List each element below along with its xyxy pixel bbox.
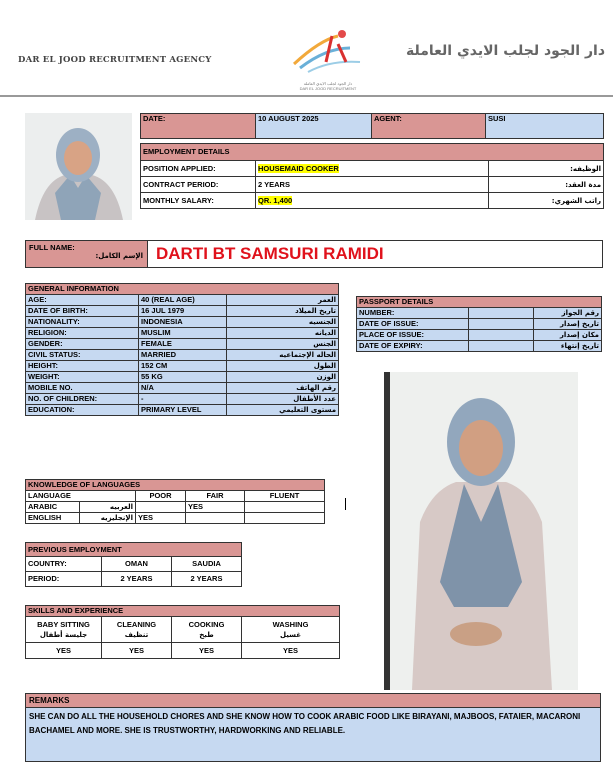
passport-value [469,330,534,341]
skill-header [172,617,242,643]
passport-table [356,296,602,352]
general-info-row [26,361,339,372]
general-info-value: 16 JUL 1979 [139,306,227,317]
general-info-label: DATE OF BIRTH: [26,306,139,317]
lang-col-poor: POOR [136,491,186,502]
general-info-label-ar: الطول [227,361,339,372]
employment-table [140,143,604,209]
agent-value: SUSI [486,114,604,139]
contract-value: 2 YEARS [256,177,489,193]
skills-title: SKILLS AND EXPERIENCE [26,606,340,617]
language-name: ARABIC [26,502,80,513]
portrait-photo-small [25,113,132,220]
general-info-label-ar: عدد الأطفال [227,394,339,405]
general-info-label: EDUCATION: [26,405,139,416]
skill-name: COOKING [188,619,225,629]
remarks-text: SHE CAN DO ALL THE HOUSEHOLD CHORES AND SHE KNOW HOW TO COOK ARABIC FOOD LIKE BIRAYANI, MAJBOOS, FATAIER, MACARONI BACHAMEL AND MORE. SHE IS TRUSTWORTHY, HARDWORKING AND RELIABLE. [26,708,600,761]
passport-value [469,341,534,352]
language-poor [136,502,186,513]
general-info-value: - [139,394,227,405]
skills-table [25,605,340,659]
full-name-label-box [26,241,148,267]
skill-name-ar: طبخ [199,630,214,639]
general-info-value: PRIMARY LEVEL [139,405,227,416]
general-info-row [26,383,339,394]
logo-text-en: DAR EL JOOD RECRUITMENT [299,86,357,91]
general-info-row [26,394,339,405]
language-fair: YES [186,502,245,513]
general-info-label: CIVIL STATUS: [26,350,139,361]
country-value: OMAN [102,557,172,572]
general-info-value: INDONESIA [139,317,227,328]
lang-col-fair: FAIR [186,491,245,502]
position-cell [256,161,489,177]
passport-row [357,319,602,330]
agency-name-en: DAR EL JOOD RECRUITMENT AGENCY [18,55,212,65]
general-info-label-ar: الديانه [227,328,339,339]
full-name-label-ar: الإسم الكامل: [95,252,143,260]
skill-header [242,617,340,643]
lang-col-language: LANGUAGE [26,491,136,502]
salary-label: MONTHLY SALARY: [141,193,256,209]
general-info-value: FEMALE [139,339,227,350]
passport-title: PASSPORT DETAILS [357,297,602,308]
general-info-value: MARRIED [139,350,227,361]
skill-header [26,617,102,643]
full-name-bar [25,240,603,268]
general-info-value: MUSLIM [139,328,227,339]
contract-label: CONTRACT PERIOD: [141,177,256,193]
general-info-label-ar: العمر [227,295,339,306]
passport-row [357,341,602,352]
passport-label-ar: تاريخ إصدار [534,319,602,330]
passport-label: NUMBER: [357,308,469,319]
salary-value: QR. 1,400 [258,195,293,205]
general-info-label: NO. OF CHILDREN: [26,394,139,405]
passport-label: PLACE OF ISSUE: [357,330,469,341]
skill-value: YES [242,643,340,659]
salary-label-ar: راتب الشهري: [489,193,604,209]
languages-table [25,479,325,524]
language-fair [186,513,245,524]
logo [280,26,376,92]
previous-employment-table [25,542,242,587]
remarks-box [25,693,601,762]
general-info-value: 55 KG [139,372,227,383]
passport-label-ar: مكان إصدار [534,330,602,341]
general-info-label-ar: مستوى التعليمي [227,405,339,416]
general-info-row [26,405,339,416]
skill-name-ar: جليسة أطفال [39,630,88,639]
skill-name: BABY SITTING [37,619,90,629]
languages-title: KNOWLEDGE OF LANGUAGES [26,480,325,491]
language-fluent [245,513,325,524]
remarks-title: REMARKS [26,694,600,708]
general-info-label-ar: الجنس [227,339,339,350]
employment-title: EMPLOYMENT DETAILS [141,144,604,161]
text-cursor [345,498,346,510]
header-rule [0,95,613,97]
previous-title: PREVIOUS EMPLOYMENT [26,543,242,557]
full-name-value: DARTI BT SAMSURI RAMIDI [156,244,384,263]
general-info-row [26,306,339,317]
general-info-row [26,339,339,350]
skill-name: WASHING [272,619,309,629]
language-name: ENGLISH [26,513,80,524]
language-fluent [245,502,325,513]
date-value: 10 AUGUST 2025 [256,114,372,139]
top-info-table [140,113,604,139]
general-info-row [26,350,339,361]
general-info-label: WEIGHT: [26,372,139,383]
general-info-row [26,328,339,339]
general-info-table [25,283,339,416]
general-info-row [26,372,339,383]
language-name-ar: الإنجليزيه [80,513,136,524]
country-value: SAUDIA [172,557,242,572]
general-info-label-ar: الجنسيه [227,317,339,328]
logo-text-ar: دار الجود لجلب الايدي العاملة [303,81,353,86]
skill-value: YES [102,643,172,659]
skill-value: YES [172,643,242,659]
passport-label: DATE OF ISSUE: [357,319,469,330]
general-info-value: 40 (REAL AGE) [139,295,227,306]
language-row [26,502,325,513]
general-info-label-ar: تاريخ الميلاد [227,306,339,317]
passport-label-ar: تاريخ إنتهاء [534,341,602,352]
general-info-row [26,317,339,328]
lang-col-fluent: FLUENT [245,491,325,502]
passport-label: DATE OF EXPIRY: [357,341,469,352]
full-body-photo [384,372,578,690]
general-info-label: RELIGION: [26,328,139,339]
position-value: HOUSEMAID COOKER [258,163,339,173]
salary-cell [256,193,489,209]
passport-label-ar: رقم الجواز [534,308,602,319]
full-name-label: FULL NAME: [29,243,75,252]
agent-label: AGENT: [372,114,486,139]
passport-value [469,308,534,319]
general-info-label-ar: الوزن [227,372,339,383]
agency-name-ar: دار الجود لجلب الايدي العاملة [405,43,605,59]
general-info-label: GENDER: [26,339,139,350]
skill-header [102,617,172,643]
period-value: 2 YEARS [102,572,172,587]
contract-label-ar: مدة العقد: [489,177,604,193]
general-info-value: N/A [139,383,227,394]
general-info-value: 152 CM [139,361,227,372]
period-value: 2 YEARS [172,572,242,587]
passport-value [469,319,534,330]
skill-name: CLEANING [116,619,157,629]
passport-row [357,330,602,341]
skill-value: YES [26,643,102,659]
general-info-label-ar: رقم الهاتف [227,383,339,394]
position-label-ar: الوظيفه: [489,161,604,177]
position-label: POSITION APPLIED: [141,161,256,177]
date-label: DATE: [141,114,256,139]
skill-name-ar: غسيل [280,630,302,639]
period-label: PERIOD: [26,572,102,587]
passport-row [357,308,602,319]
general-info-label: MOBILE NO. [26,383,139,394]
logo-mark-icon [280,26,376,76]
general-info-label: NATIONALITY: [26,317,139,328]
country-label: COUNTRY: [26,557,102,572]
language-name-ar: العربيه [80,502,136,513]
general-info-label: HEIGHT: [26,361,139,372]
general-info-title: GENERAL INFORMATION [26,284,339,295]
skill-name-ar: تنظيف [124,630,149,639]
language-poor: YES [136,513,186,524]
language-row [26,513,325,524]
general-info-row [26,295,339,306]
general-info-label: AGE: [26,295,139,306]
general-info-label-ar: الحاله الإجتماعيه [227,350,339,361]
